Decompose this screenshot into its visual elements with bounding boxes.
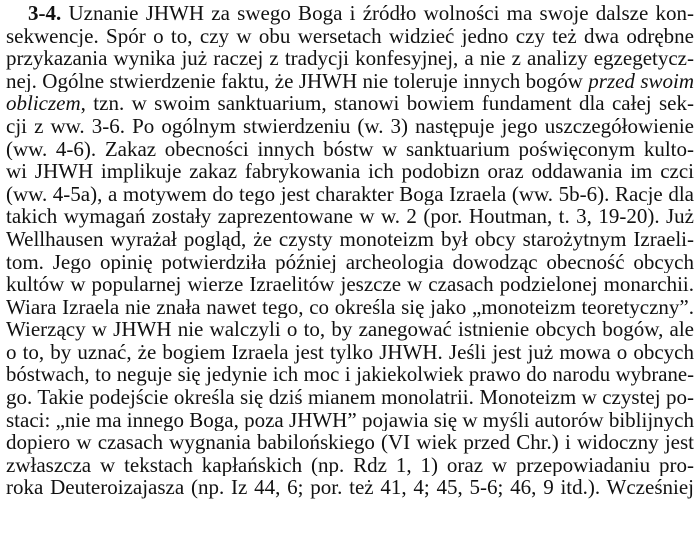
document-page — [6, 2, 694, 499]
text-line-8: wi JHWH implikuje zakaz fabrykowania ich podobizn oraz oddawania im czci — [6, 160, 694, 183]
text-line-6: cji z ww. 3-6. Po ogólnym stwierdzeniu (w. 3) następuje jego uszczegółowienie — [6, 114, 694, 138]
section-number: 3-4. — [28, 2, 62, 25]
text-line-21: zwłaszcza w tekstach kapłańskich (np. Rdz 1, 1) oraz w przepowiadaniu pro- — [6, 453, 694, 477]
text-line-13: kultów w popularnej wierze Izraelitów jeszcze w czasach podzielonej monarchii. — [6, 273, 694, 296]
line-5-text: , tzn. w swoim sanktuarium, stanowi bowiem fundament dla całej sek- — [80, 92, 694, 115]
text-line-22: roka Deuteroizajasza (np. Iz 44, 6; por. też 41, 4; 45, 5-6; 46, 9 itd.). Wcześniej — [6, 476, 694, 500]
text-line-3: przykazania wynika już raczej z tradycji konfesyjnej, a nie z analizy egzegetycz- — [6, 47, 694, 70]
text-line-20: dopiero w czasach wygnania babilońskiego (VI wiek przed Chr.) i widoczny jest — [6, 431, 694, 454]
text-line-1 — [6, 2, 694, 25]
text-line-9: (ww. 4-5a), a motywem do tego jest charakter Boga Izraela (ww. 5b-6). Racje dla — [6, 182, 694, 206]
line-1-text: Uznanie JHWH za swego Boga i źródło wolności ma swoje dalsze kon- — [68, 2, 694, 25]
italic-phrase-start: przed swoim — [588, 69, 694, 93]
text-line-11: Wellhausen wyrażał pogląd, że czysty monoteizm był obcy starożytnym Izraeli- — [6, 227, 694, 251]
text-line-16: o to, by uznać, że bogiem Izraela jest tylko JHWH. Jeśli jest już mowa o obcych — [6, 340, 694, 364]
text-line-10: takich wymagań zostały zaprezentowane w w. 2 (por. Houtman, t. 3, 19-20). Już — [6, 205, 694, 228]
text-line-18: go. Takie podejście określa się dziś mianem monolatrii. Monoteizm w czystej po- — [6, 386, 694, 409]
text-line-2: sekwencje. Spór o to, czy w obu wersetach widzieć jedno czy też dwa odrębne — [6, 24, 694, 48]
text-line-7: (ww. 4-6). Zakaz obecności innych bóstw w sanktuarium poświęconym kulto- — [6, 137, 694, 161]
text-line-19: staci: „nie ma innego Boga, poza JHWH” pojawia się w myśli autorów biblijnych — [6, 408, 694, 432]
text-line-14: Wiara Izraela nie znała nawet tego, co określa się jako „monoteizm teoretyczny”. — [6, 295, 694, 319]
text-line-12: tom. Jego opinię potwierdziła później archeologia dowodząc obecność obcych — [6, 250, 694, 274]
text-line-15: Wierzący w JHWH nie walczyli o to, by zanegować istnienie obcych bogów, ale — [6, 318, 694, 341]
text-line-4 — [6, 70, 694, 93]
text-line-5 — [6, 92, 694, 115]
text-line-17: bóstwach, to neguje się jedynie ich moc i jakiekolwiek prawo do narodu wybrane- — [6, 363, 694, 386]
line-4-text: nej. Ogólne stwierdzenie faktu, że JHWH nie toleruje innych bogów — [6, 69, 583, 93]
italic-phrase-end: obliczem — [6, 92, 81, 115]
